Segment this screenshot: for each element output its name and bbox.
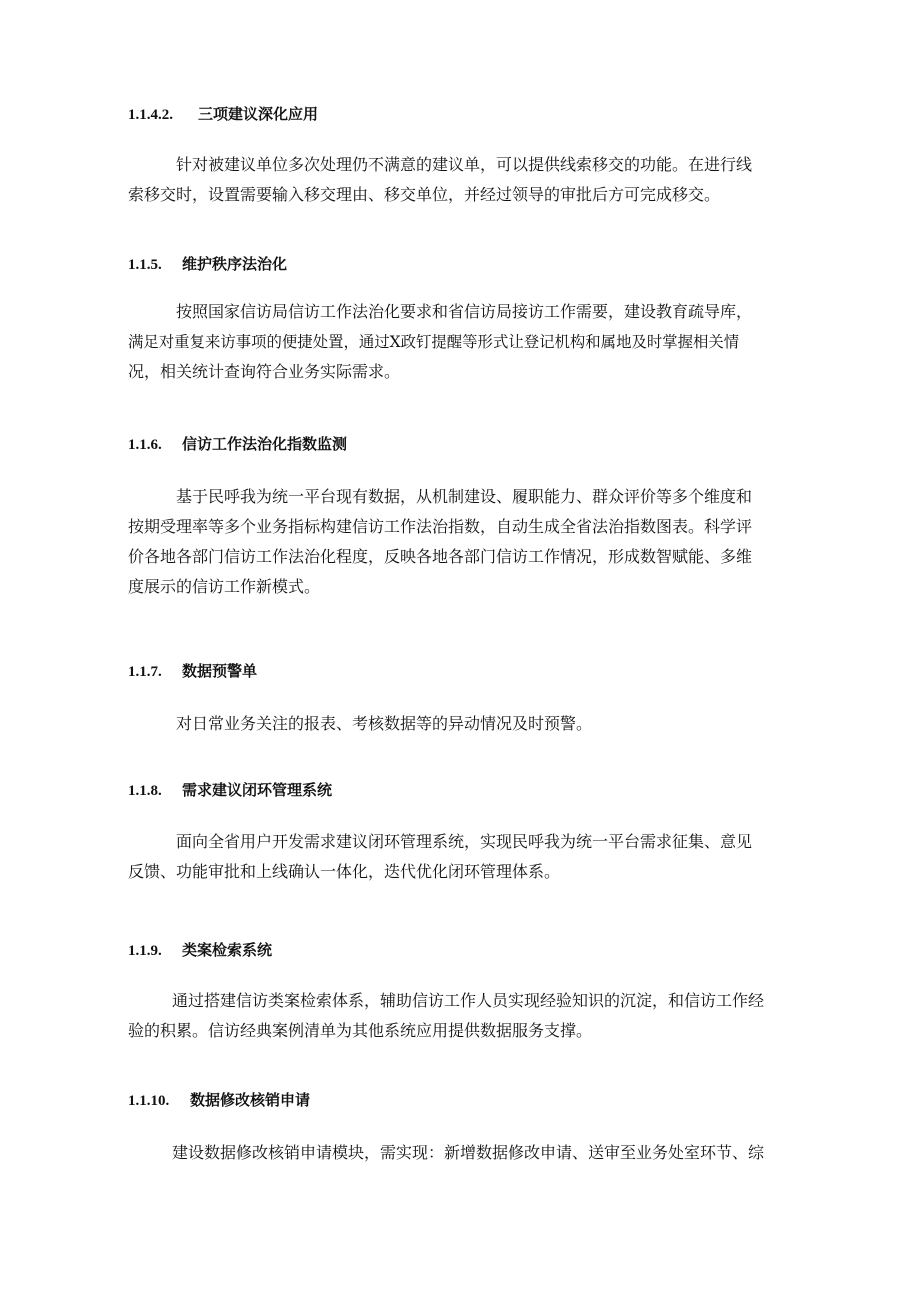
paragraph-line: 索移交时，设置需要输入移交理由、移交单位，并经过领导的审批后方可完成移交。 — [128, 185, 721, 204]
paragraph-line: 价各地各部门信访工作法治化程度，反映各地各部门信访工作情况，形成数智赋能、多维 — [128, 547, 753, 566]
paragraph-line: 况，相关统计查询符合业务实际需求。 — [128, 362, 401, 381]
section-heading-1-1-6 — [128, 434, 347, 455]
section-heading-1-1-8 — [128, 780, 332, 801]
section-heading-1-1-9 — [128, 940, 272, 961]
section-number: 1.1.10. — [128, 1093, 170, 1109]
paragraph-line: 针对被建议单位多次处理仍不满意的建议单，可以提供线索移交的功能。在进行线 — [176, 155, 753, 174]
section-title: 数据修改核销申请 — [190, 1091, 311, 1109]
section-paragraph-1-1-10 — [128, 1138, 798, 1168]
paragraph-line: 验的积累。信访经典案例清单为其他系统应用提供数据服务支撑。 — [128, 1021, 593, 1040]
section-paragraph-1-1-9 — [128, 986, 798, 1046]
section-heading-1-1-5 — [128, 254, 287, 275]
section-number: 1.1.5. — [128, 257, 162, 273]
section-title: 维护秩序法治化 — [182, 255, 288, 273]
section-number: 1.1.4.2. — [128, 107, 173, 123]
section-title: 三项建议深化应用 — [198, 105, 319, 123]
section-paragraph-1-1-4-2 — [128, 150, 798, 210]
section-number: 1.1.6. — [128, 437, 162, 453]
paragraph-line: 度展示的信访工作新模式。 — [128, 577, 321, 596]
section-heading-1-1-4-2 — [128, 104, 318, 125]
paragraph-line: 基于民呼我为统一平台现有数据，从机制建设、履职能力、群众评价等多个维度和 — [176, 487, 753, 506]
section-paragraph-1-1-6 — [128, 482, 798, 602]
section-heading-1-1-10 — [128, 1090, 310, 1111]
paragraph-line: 反馈、功能审批和上线确认一体化，迭代优化闭环管理体系。 — [128, 862, 561, 881]
section-title: 信访工作法治化指数监测 — [182, 435, 348, 453]
section-title: 类案检索系统 — [182, 941, 273, 959]
paragraph-line: 对日常业务关注的报表、考核数据等的异动情况及时预警。 — [176, 714, 593, 733]
paragraph-line: 建设数据修改核销申请模块，需实现：新增数据修改申请、送审至业务处室环节、综 — [172, 1143, 765, 1162]
section-heading-1-1-7 — [128, 661, 257, 682]
section-number: 1.1.7. — [128, 664, 162, 680]
section-paragraph-1-1-8 — [128, 827, 798, 887]
paragraph-line: 通过搭建信访类案检索体系，辅助信访工作人员实现经验知识的沉淀，和信访工作经 — [172, 991, 765, 1010]
section-title: 数据预警单 — [182, 662, 258, 680]
paragraph-line: 满足对重复来访事项的便捷处置，通过X政钉提醒等形式让登记机构和属地及时掌握相关情 — [128, 333, 740, 351]
section-number: 1.1.9. — [128, 943, 162, 959]
paragraph-line: 面向全省用户开发需求建议闭环管理系统，实现民呼我为统一平台需求征集、意见 — [176, 832, 753, 851]
paragraph-line: 按照国家信访局信访工作法治化要求和省信访局接访工作需要，建设教育疏导库， — [176, 302, 753, 321]
section-paragraph-1-1-5 — [128, 297, 798, 387]
section-paragraph-1-1-7 — [128, 709, 798, 739]
section-title: 需求建议闭环管理系统 — [182, 781, 333, 799]
paragraph-line: 按期受理率等多个业务指标构建信访工作法治指数，自动生成全省法治指数图表。科学评 — [128, 517, 753, 536]
section-number: 1.1.8. — [128, 783, 162, 799]
